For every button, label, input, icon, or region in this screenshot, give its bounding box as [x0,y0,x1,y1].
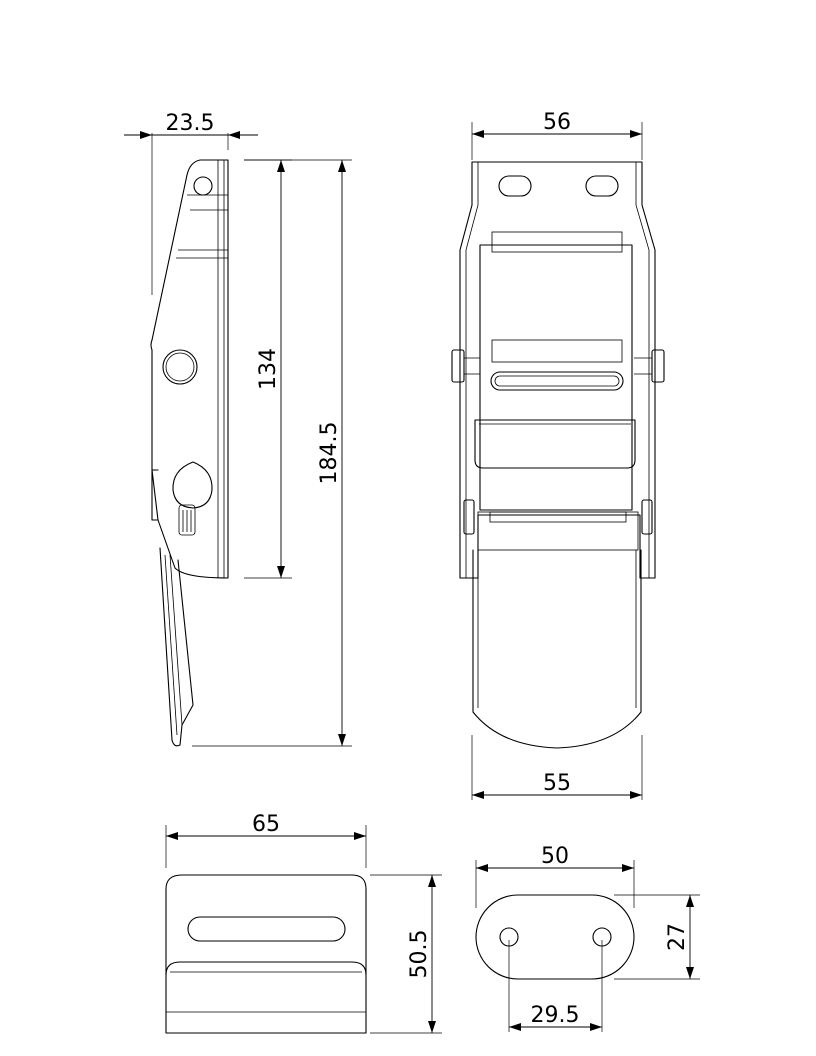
dim-front-width-top-label: 56 [543,110,571,135]
dim-plate-width [476,844,634,908]
dim-front-width-bottom-label: 55 [543,771,571,796]
dim-side-width-label: 23.5 [165,111,215,136]
keeper-view [166,875,366,1033]
dim-plate-width-label: 50 [541,844,569,869]
dim-keeper-height-label: 50.5 [407,929,432,979]
dim-plate-height [614,895,700,979]
dim-plate-hole-spacing-label: 29.5 [530,1003,580,1028]
dim-keeper-height [370,875,442,1033]
dim-side-length-total-label: 184.5 [317,421,342,485]
dim-side-length-short-label: 134 [256,348,281,390]
dim-side-width [124,111,258,295]
dim-plate-height-label: 27 [665,923,690,951]
dim-keeper-width-label: 65 [252,812,280,837]
dim-side-length-total [192,160,352,746]
dim-side-length-short [244,160,292,578]
dim-front-width-top [472,110,642,160]
plate-view [476,895,634,979]
dim-plate-hole-spacing [509,940,602,1032]
dim-keeper-width [166,812,366,868]
side-view [151,160,228,746]
dim-front-width-bottom [472,735,642,800]
front-view [452,162,664,748]
